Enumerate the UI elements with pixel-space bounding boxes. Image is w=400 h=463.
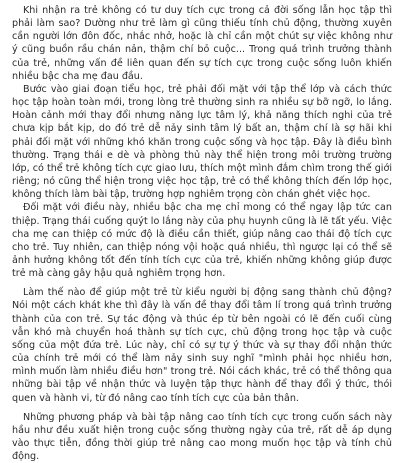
paragraph-5: Những phương pháp và bài tập nâng cao tính tích cực trong cuốn sách này hầu như đều xuất hiện trong cuộc sống thường ngày của trẻ, rất dễ áp dụng vào thực tiễn, đồng thời giúp trẻ nâng cao mong muốn học tập và tính chủ động. (12, 411, 392, 463)
paragraph-3: Đối mặt với điều này, nhiều bậc cha mẹ chỉ mong có thể ngay lập tức can thiệp. Trạng thái cuống quýt lo lắng này của phụ huynh cũng là lẽ tất yếu. Việc cha mẹ can thiệp có mức độ là điều cần thiết, giúp nâng cao thái độ tích cực cho trẻ. Tuy nhiên, can thiệp nóng vội hoặc quá nhiều, thì ngược lại có thể sẽ ảnh hưởng không tốt đến tính tích cực của trẻ, khiến những không giúp được trẻ mà càng gây hậu quả nghiêm trọng hơn. (12, 202, 392, 280)
paragraph-2: Bước vào giai đoạn tiểu học, trẻ phải đối mặt với tập thể lớp và cách thức học tập hoàn toàn mới, trong lòng trẻ thường sinh ra nhiều sự bỡ ngỡ, lo lắng. Hoàn cảnh mới thay đổi nhưng năng lực tâm lý, khả năng thích nghi của trẻ chưa kịp bắt kịp, do đó trẻ dễ nảy sinh tâm lý bất an, thậm chí là sợ hãi khi phải đối mặt với những khó khăn trong cuộc sống và học tập. Đây là điều bình thường. Trạng thái e dè và phòng thủ này thể hiện trong môi trường trường lớp, có thể trẻ không tích cực giao lưu, thích một mình đắm chìm trong thế giới riêng; nó cũng thể hiện trong việc học tập, trẻ có thể không thích đến lớp học, không thích làm bài tập, trường hợp nghiêm trọng còn chán ghét việc học. (12, 83, 392, 201)
paragraph-4: Làm thế nào để giúp một trẻ từ kiểu người bị động sang thành chủ động? Nói một cách khát khe thì đây là vấn đề thay đổi tâm lí trong quá trình trưởng thành của con trẻ. Sự tác động và thúc ép từ bên ngoài có lẽ đến cuối cùng vẫn khó mà chuyển hoá thành sự tích cực, chủ động trong học tập và cuộc sống của một đứa trẻ. Lúc này, chỉ có sự tự ý thức và sự thay đổi nhận thức của chính trẻ mới có thể làm nảy sinh suy nghĩ "mình phải học nhiều hơn, mình muốn làm nhiều điều hơn" trong trẻ. Nói cách khác, trẻ có thể thông qua những bài tập về nhận thức và luyện tập thực hành để thay đổi ý thức, thói quen và hành vi, từ đó nâng cao tính tích cực của bản thân. (12, 287, 392, 404)
paragraph-1: Khi nhận ra trẻ không có tư duy tích cực trong cả đời sống lẫn học tập thì phải làm sao? Dường như trẻ làm gì cũng thiếu tính chủ động, thường xuyên cần người lớn đôn đốc, nhắc nhở, hoặc là chỉ cần một chút sự việc không như ý cũng buồn rầu chán nản, thậm chí bỏ cuộc... Trong quá trình trưởng thành của trẻ, những vấn đề liên quan đến sự tích cực trong cuộc sống luôn khiến nhiều bậc cha mẹ đau đầu. (12, 5, 392, 82)
